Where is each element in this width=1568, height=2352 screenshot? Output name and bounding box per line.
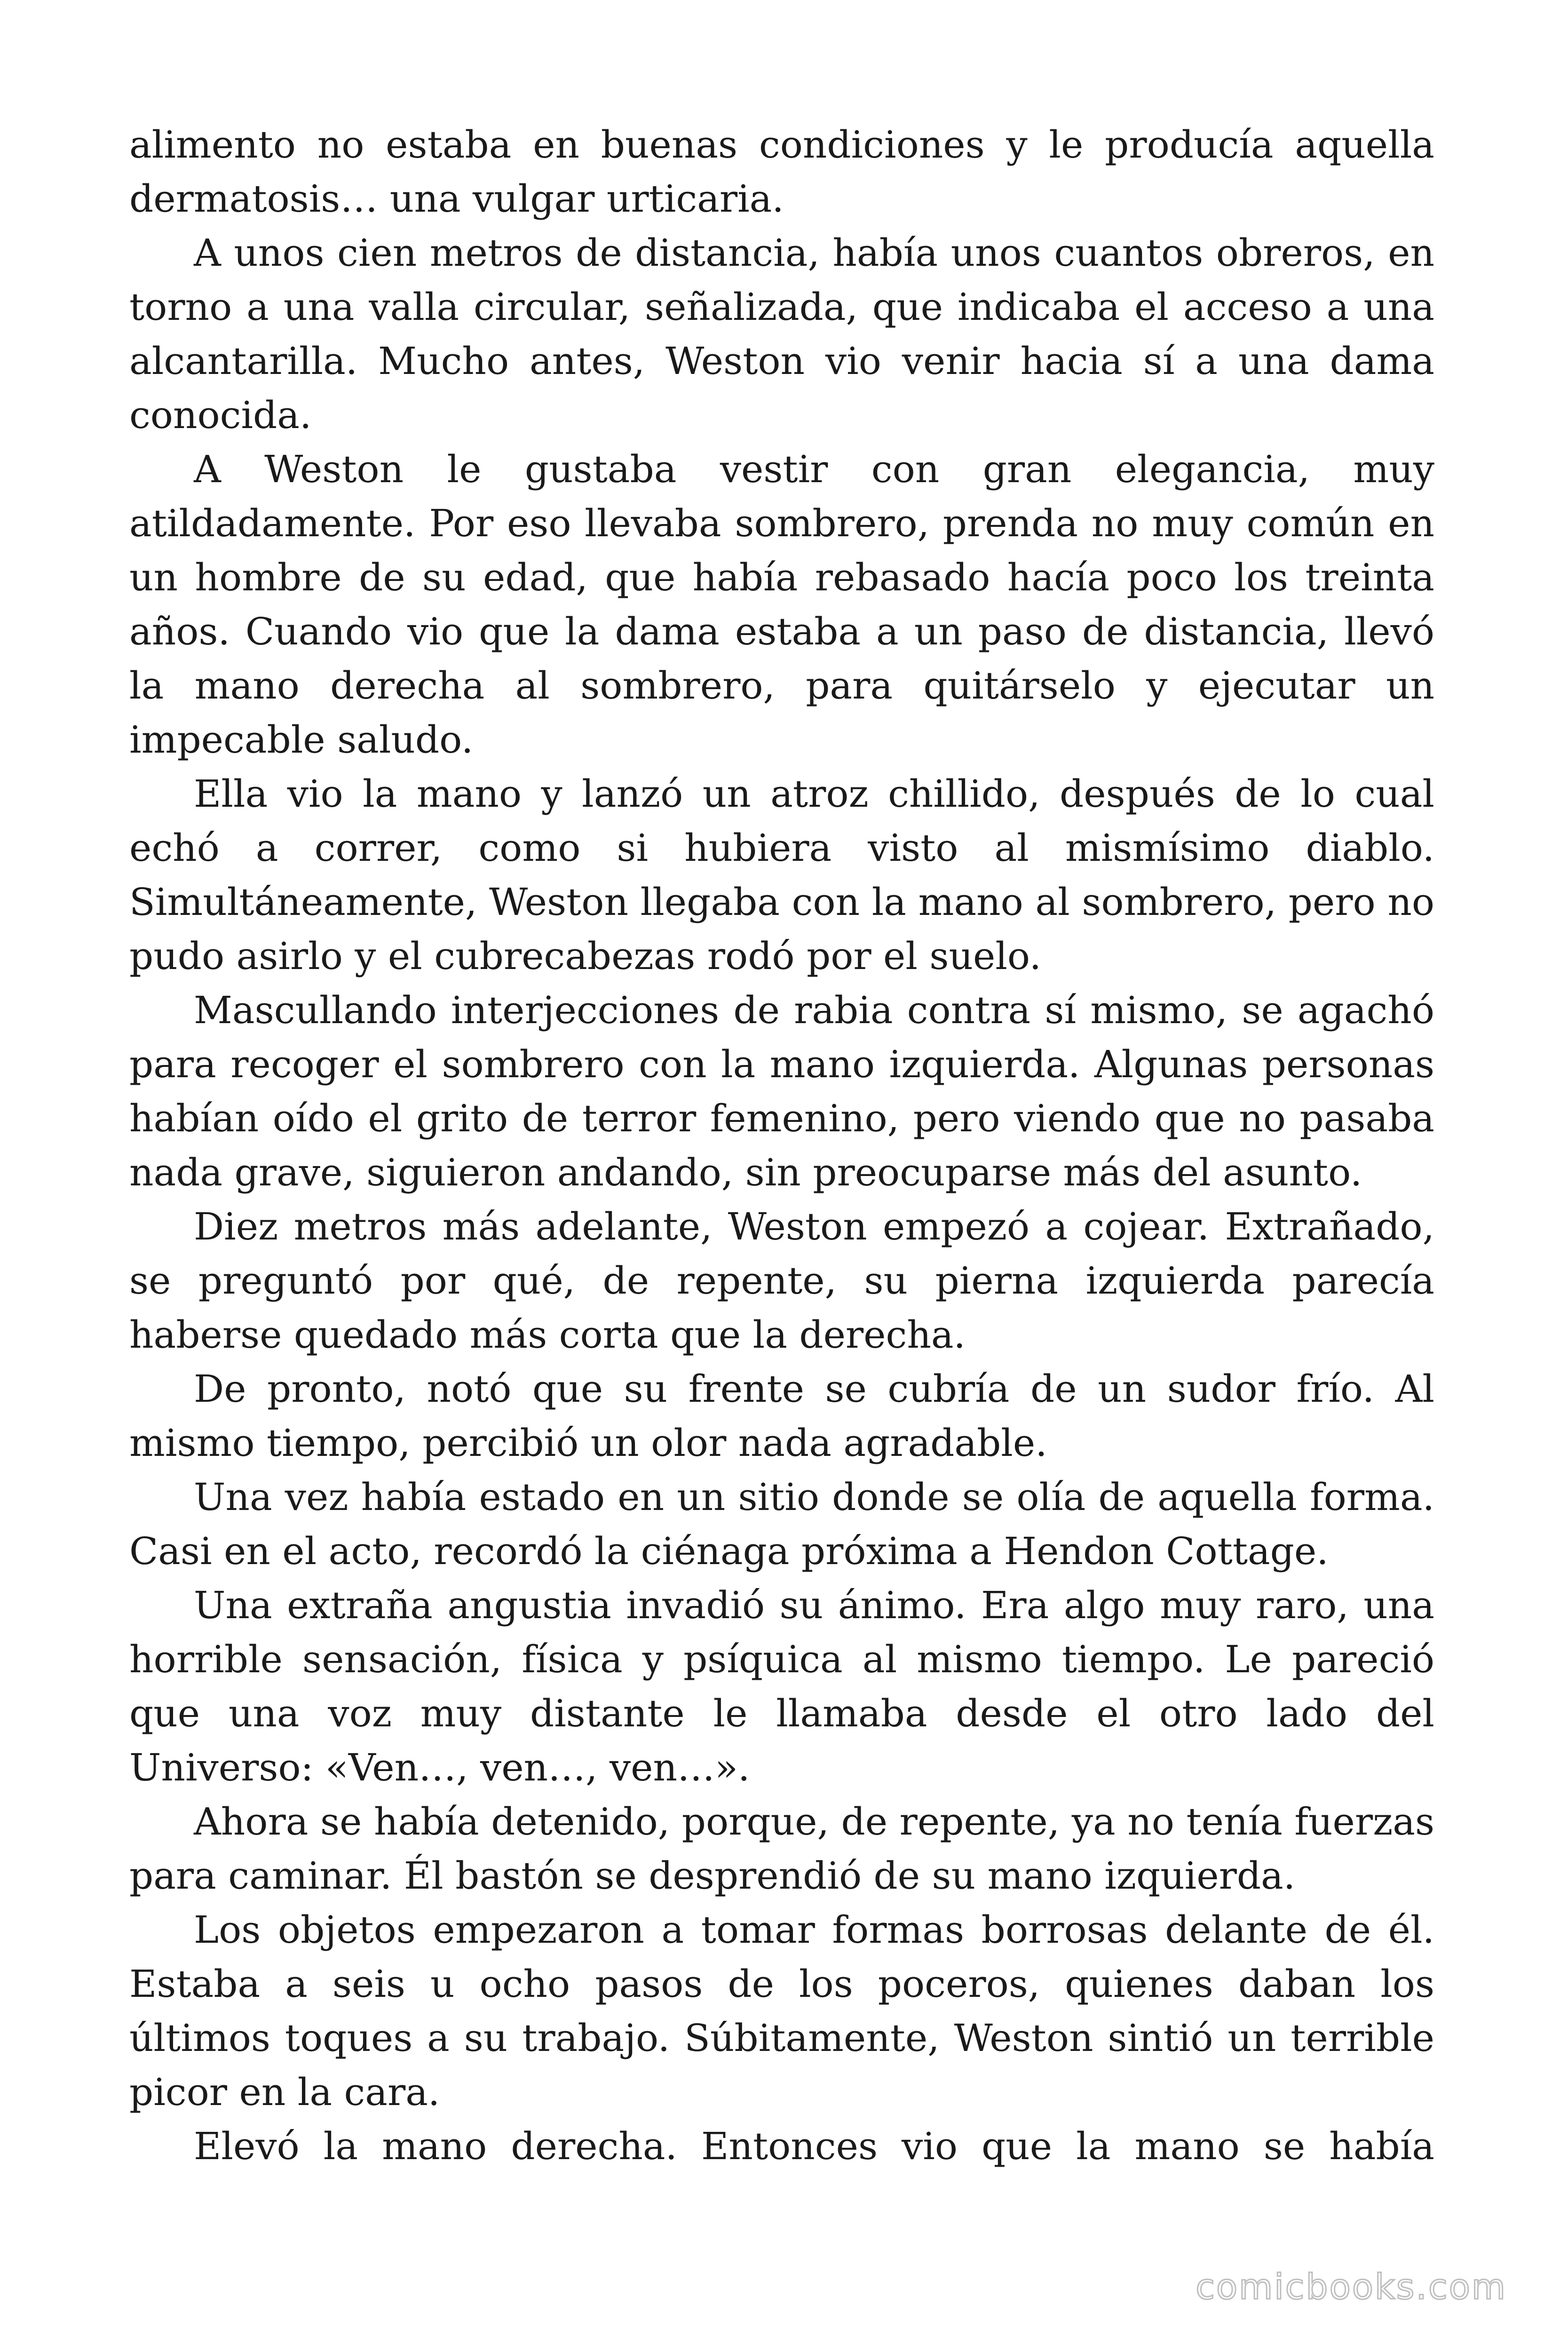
paragraph-continued: alimento no estaba en buenas condiciones y le producía aquella dermatosis… una vulgar urticaria.	[129, 123, 1434, 221]
paragraph: Una extraña angustia invadió su ánimo. Era algo muy raro, una horrible sensación, física y psíquica al mismo tiempo. Le pareció que una voz muy distante le llamaba desde el otro lado del Universo: «Ven…, ven…, ven…».	[129, 1583, 1434, 1789]
paragraph-last: Elevó la mano derecha. Entonces vio que la mano se había	[194, 2124, 1434, 2168]
watermark: comicbooks.com	[1196, 2267, 1507, 2307]
body-text	[129, 118, 1434, 2173]
paragraph: Diez metros más adelante, Weston empezó a cojear. Extrañado, se preguntó por qué, de repente, su pierna izquierda parecía haberse quedado más corta que la derecha.	[129, 1205, 1434, 1357]
paragraph: Los objetos empezaron a tomar formas borrosas delante de él. Estaba a seis u ocho pasos de los poceros, quienes daban los últimos toques a su trabajo. Súbitamente, Weston sintió un terrible picor en la cara.	[129, 1908, 1434, 2114]
paragraph: Mascullando interjecciones de rabia contra sí mismo, se agachó para recoger el sombrero con la mano izquierda. Algunas personas habían oído el grito de terror femenino, pero viendo que no pasaba nada grave, siguieron andando, sin preocuparse más del asunto.	[129, 988, 1434, 1194]
paragraph: Ella vio la mano y lanzó un atroz chillido, después de lo cual echó a correr, como si hubiera visto al mismísimo diablo. Simultáneamente, Weston llegaba con la mano al sombrero, pero no pudo asirlo y el cubrecabezas rodó por el suelo.	[129, 772, 1434, 978]
paragraph: A Weston le gustaba vestir con gran elegancia, muy atildadamente. Por eso llevaba sombrero, prenda no muy común en un hombre de su edad, que había rebasado hacía poco los treinta años. Cuando vio que la dama estaba a un paso de distancia, llevó la mano derecha al sombrero, para quitárselo y ejecutar un impecable saludo.	[129, 447, 1434, 762]
paragraph: A unos cien metros de distancia, había unos cuantos obreros, en torno a una valla circular, señalizada, que indicaba el acceso a una alcantarilla. Mucho antes, Weston vio venir hacia sí a una dama conocida.	[129, 231, 1434, 437]
paragraph: Ahora se había detenido, porque, de repente, ya no tenía fuerzas para caminar. Él bastón se desprendió de su mano izquierda.	[129, 1800, 1434, 1898]
paragraph: De pronto, notó que su frente se cubría de un sudor frío. Al mismo tiempo, percibió un olor nada agradable.	[129, 1367, 1434, 1465]
paragraph: Una vez había estado en un sitio donde se olía de aquella forma. Casi en el acto, recordó la ciénaga próxima a Hendon Cottage.	[129, 1475, 1434, 1573]
